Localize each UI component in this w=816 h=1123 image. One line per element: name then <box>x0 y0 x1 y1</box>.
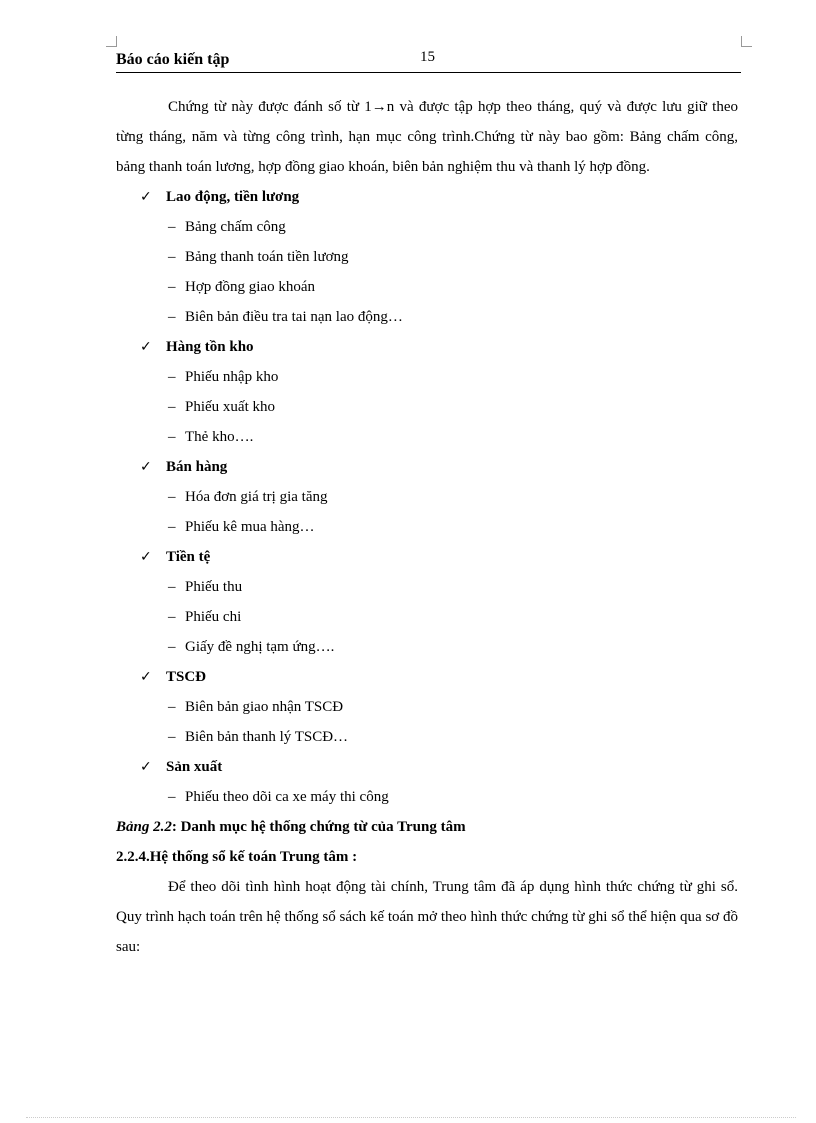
list-item-text: Phiếu chi <box>185 609 242 625</box>
list-item-text: Phiếu kê mua hàng… <box>185 519 315 535</box>
group-heading <box>116 452 738 482</box>
group-title: TSCĐ <box>166 669 207 685</box>
group-title: Sản xuất <box>166 759 223 775</box>
list-item <box>116 692 738 722</box>
group-title: Bán hàng <box>166 459 228 475</box>
checkmark-icon: ✓ <box>140 669 152 685</box>
list-item <box>116 782 738 812</box>
list-item <box>116 212 738 242</box>
list-item <box>116 302 738 332</box>
group-title: Lao động, tiền lương <box>166 189 300 205</box>
group-title: Hàng tồn kho <box>166 339 254 355</box>
dash-bullet-icon: – <box>168 279 176 295</box>
crop-mark-top-left <box>106 36 117 47</box>
list-item <box>116 632 738 662</box>
list-item-text: Hóa đơn giá trị gia tăng <box>185 489 328 505</box>
list-item <box>116 482 738 512</box>
dash-bullet-icon: – <box>168 309 176 325</box>
dash-bullet-icon: – <box>168 729 176 745</box>
dash-bullet-icon: – <box>168 489 176 505</box>
group-heading <box>116 662 738 692</box>
checkmark-icon: ✓ <box>140 549 152 565</box>
intro-paragraph: Chứng từ này được đánh số từ 1→n và được tập hợp theo tháng, quý và được lưu giữ theo từng tháng, năm và từng công trình, hạn mục công trình.Chứng từ này bao gồm: Bảng chấm công, bảng thanh toán lương, hợp đồng giao khoán, biên bản nghiệm thu và thanh lý hợp đồng. <box>116 99 738 175</box>
group-heading <box>116 542 738 572</box>
list-item-text: Phiếu nhập kho <box>185 369 279 385</box>
group-title: Tiền tệ <box>166 549 211 565</box>
dash-bullet-icon: – <box>168 639 176 655</box>
dash-bullet-icon: – <box>168 429 176 445</box>
list-item-text: Biên bản giao nhận TSCĐ <box>185 699 344 715</box>
list-item <box>116 362 738 392</box>
group-heading <box>116 752 738 782</box>
list-item <box>116 602 738 632</box>
header-title: Báo cáo kiến tập <box>116 51 230 68</box>
document-groups-list <box>116 182 738 812</box>
dash-bullet-icon: – <box>168 219 176 235</box>
list-item-text: Bảng thanh toán tiền lương <box>185 249 349 265</box>
list-item <box>116 512 738 542</box>
crop-mark-top-right <box>741 36 752 47</box>
checkmark-icon: ✓ <box>140 189 152 205</box>
list-item-text: Phiếu xuất kho <box>185 399 275 415</box>
list-item <box>116 722 738 752</box>
list-item <box>116 392 738 422</box>
list-item-text: Biên bản điều tra tai nạn lao động… <box>185 309 403 325</box>
checkmark-icon: ✓ <box>140 759 152 775</box>
page-number: 15 <box>420 49 435 65</box>
list-item-text: Phiếu thu <box>185 579 243 595</box>
list-item <box>116 272 738 302</box>
page-header <box>116 50 741 73</box>
group-heading <box>116 332 738 362</box>
dash-bullet-icon: – <box>168 609 176 625</box>
list-item-text: Biên bản thanh lý TSCĐ… <box>185 729 349 745</box>
list-item-text: Giấy đề nghị tạm ứng…. <box>185 639 335 655</box>
dash-bullet-icon: – <box>168 249 176 265</box>
table-caption <box>116 812 738 842</box>
dash-bullet-icon: – <box>168 699 176 715</box>
list-item-text: Bảng chấm công <box>185 219 286 235</box>
dash-bullet-icon: – <box>168 519 176 535</box>
page-content <box>116 92 738 962</box>
closing-paragraph: Để theo dõi tình hình hoạt động tài chính, Trung tâm đã áp dụng hình thức chứng từ ghi sổ. Quy trình hạch toán trên hệ thống sổ sách kế toán mở theo hình thức chứng từ ghi sổ thể hiện qua sơ đồ sau: <box>116 879 738 955</box>
list-item <box>116 572 738 602</box>
list-item-text: Hợp đồng giao khoán <box>185 279 315 295</box>
dash-bullet-icon: – <box>168 369 176 385</box>
caption-text: : Danh mục hệ thống chứng từ của Trung tâm <box>171 819 466 835</box>
section-heading: 2.2.4.Hệ thống sổ kế toán Trung tâm : <box>116 849 358 865</box>
list-item <box>116 242 738 272</box>
dash-bullet-icon: – <box>168 789 176 805</box>
list-item <box>116 422 738 452</box>
checkmark-icon: ✓ <box>140 459 152 475</box>
list-item-text: Phiếu theo dõi ca xe máy thi công <box>185 789 389 805</box>
caption-label: Bảng 2.2 <box>116 819 172 835</box>
dash-bullet-icon: – <box>168 399 176 415</box>
page-bottom-border <box>26 1117 796 1118</box>
list-item-text: Thẻ kho…. <box>185 429 254 445</box>
group-heading <box>116 182 738 212</box>
checkmark-icon: ✓ <box>140 339 152 355</box>
dash-bullet-icon: – <box>168 579 176 595</box>
